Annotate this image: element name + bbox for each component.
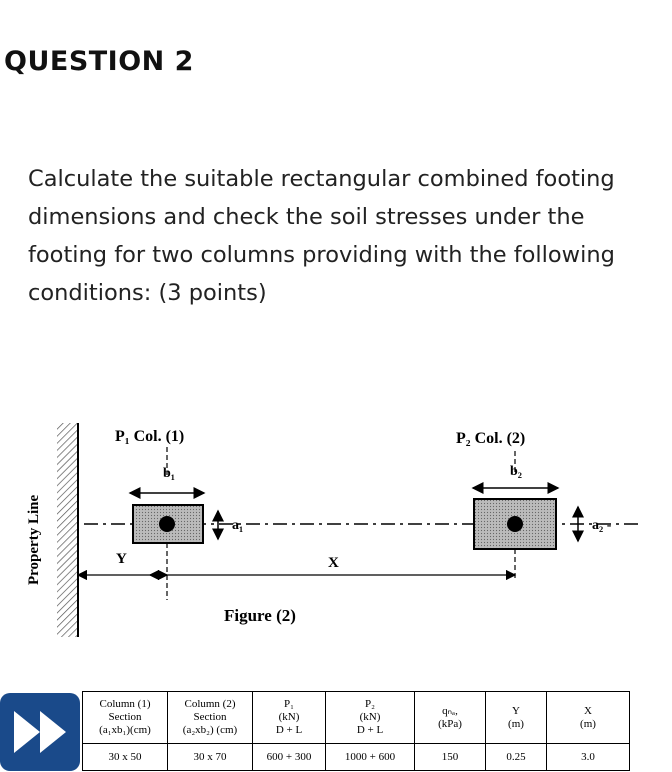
p2-label: P₂ Col. (2) <box>456 430 526 447</box>
y-label: Y <box>116 551 127 567</box>
header-x: X (m) <box>547 692 630 744</box>
a2-label: a₂ - <box>592 518 612 533</box>
header-y: Y (m) <box>486 692 547 744</box>
cell-p1: 600 + 300 <box>253 744 326 771</box>
b1-label: b₁ <box>163 466 175 481</box>
table-header-row <box>83 692 630 744</box>
b2-label: b₂ <box>510 464 522 479</box>
cell-y: 0.25 <box>486 744 547 771</box>
cell-column-1: 30 x 50 <box>83 744 168 771</box>
figure-caption: Figure (2) <box>224 606 296 625</box>
header-column-1: Column (1) Section (a₁xb₁)(cm) <box>83 692 168 744</box>
cell-x: 3.0 <box>547 744 630 771</box>
conditions-table-wrap <box>82 691 630 772</box>
question-heading: QUESTION 2 <box>4 46 194 77</box>
property-line-label: Property Line <box>26 494 42 585</box>
p1-label: P₁ Col. (1) <box>115 428 185 445</box>
property-wall <box>57 423 77 637</box>
footing-figure <box>0 415 672 645</box>
next-button[interactable] <box>0 693 80 771</box>
cell-p2: 1000 + 600 <box>326 744 415 771</box>
cell-column-2: 30 x 70 <box>168 744 253 771</box>
table-row <box>83 744 630 771</box>
header-qna: qₙₐ, (kPa) <box>415 692 486 744</box>
question-text: Calculate the suitable rectangular combined footing dimensions and check the soil stresses under the footing for two columns providing with the following conditions: (3 points) <box>28 166 615 306</box>
x-label: X <box>328 555 339 571</box>
header-column-2: Column (2) Section (a₂xb₂) (cm) <box>168 692 253 744</box>
a1-label: a₁ <box>232 518 244 533</box>
header-p2: P₂ (kN) D + L <box>326 692 415 744</box>
header-p1: P₁ (kN) D + L <box>253 692 326 744</box>
conditions-table <box>82 691 630 771</box>
cell-qna: 150 <box>415 744 486 771</box>
